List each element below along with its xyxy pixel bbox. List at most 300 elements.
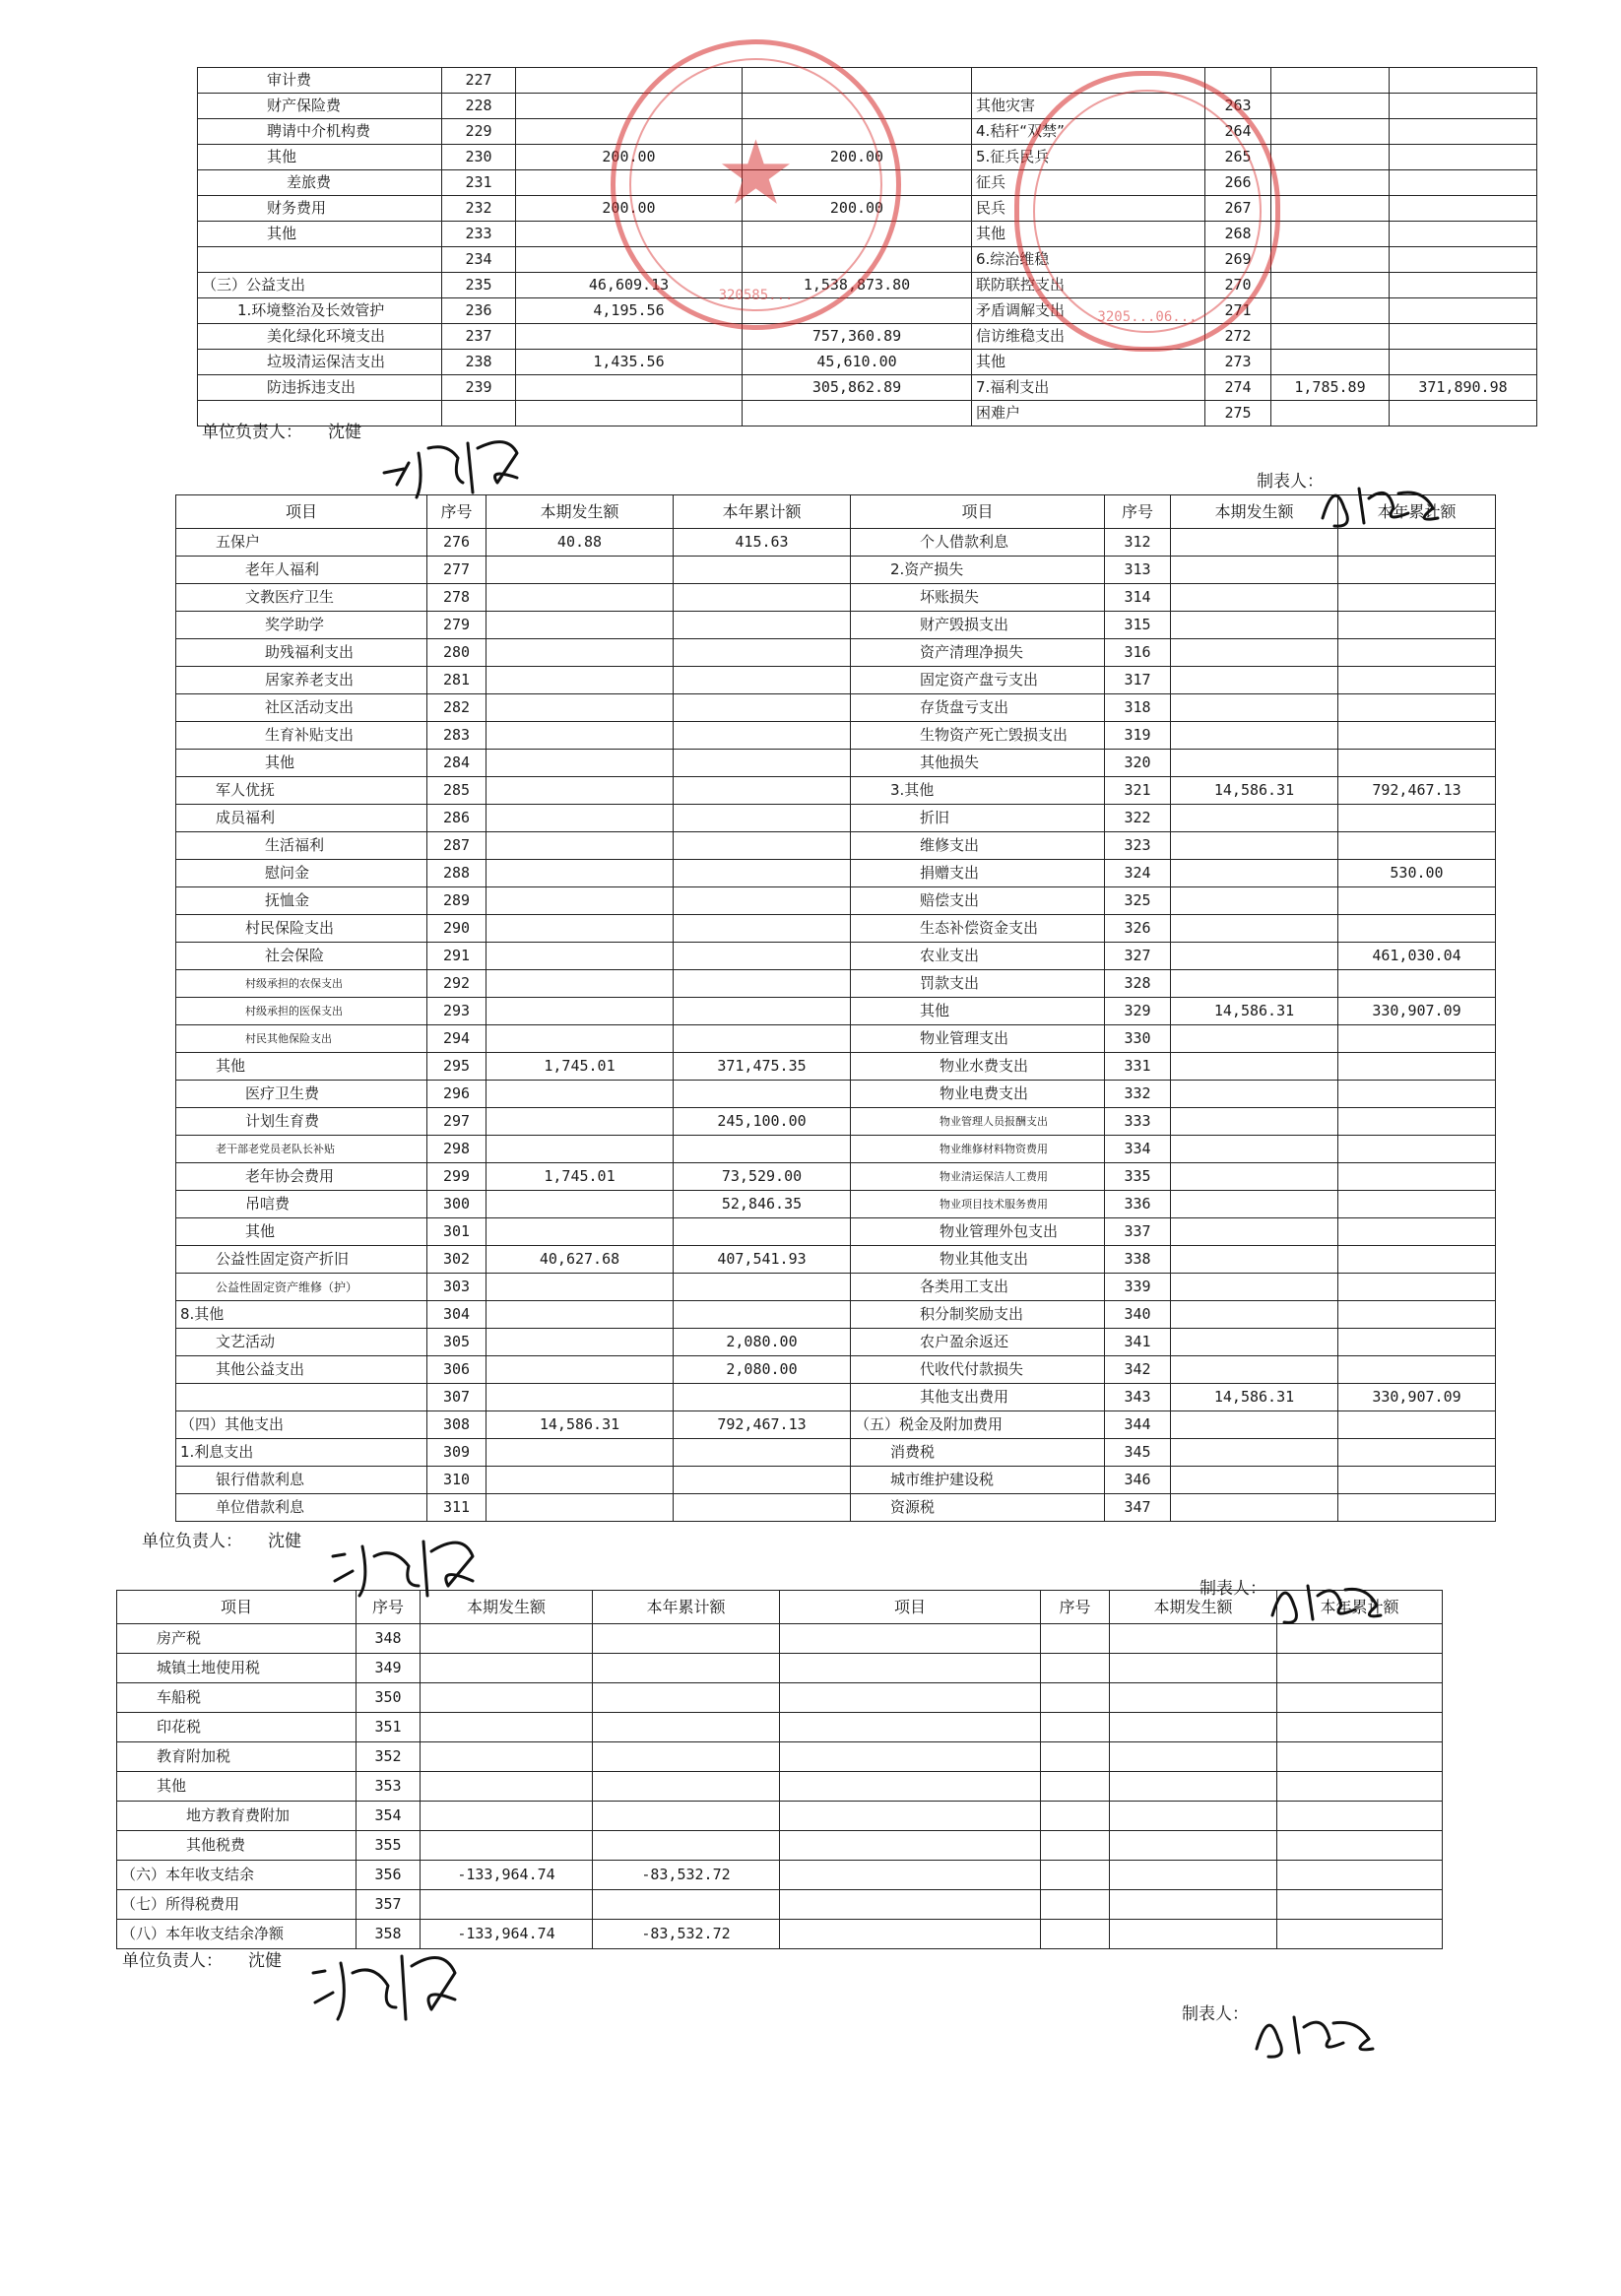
item-name: 房产税	[117, 1624, 357, 1654]
item-name: 资产清理净损失	[851, 639, 1105, 667]
item-name: 五保户	[176, 529, 427, 557]
empty-cell	[780, 1831, 1041, 1861]
maker-label: 制表人：	[1200, 1579, 1266, 1599]
current-amount	[1171, 612, 1338, 639]
accumulated-amount: 2,080.00	[674, 1356, 851, 1384]
row-number: 277	[427, 557, 486, 584]
accumulated-amount: -83,532.72	[593, 1920, 780, 1949]
item-name: 其他税费	[117, 1831, 357, 1861]
empty-cell	[1277, 1742, 1443, 1772]
empty-cell	[1041, 1890, 1110, 1920]
accumulated-amount	[1338, 1136, 1496, 1163]
item-name: 捐赠支出	[851, 860, 1105, 887]
empty-cell	[1277, 1861, 1443, 1890]
empty-cell	[780, 1683, 1041, 1713]
item-name: 医疗卫生费	[176, 1081, 427, 1108]
current-amount: -133,964.74	[421, 1920, 593, 1949]
row-number: 237	[442, 324, 516, 350]
row-number: 302	[427, 1246, 486, 1274]
accumulated-amount	[1338, 915, 1496, 943]
accumulated-amount: 330,907.09	[1338, 1384, 1496, 1411]
row-number: 276	[427, 529, 486, 557]
accumulated-amount	[674, 1136, 851, 1163]
table-row	[176, 750, 1496, 777]
unit-head-line-3	[122, 1946, 307, 1971]
item-name: （七）所得税费用	[117, 1890, 357, 1920]
item-name: 公益性固定资产折旧	[176, 1246, 427, 1274]
row-number: 282	[427, 694, 486, 722]
current-amount	[1271, 68, 1390, 94]
current-amount: 4,195.56	[516, 298, 743, 324]
signature-unit-head-3	[305, 1938, 463, 2032]
empty-cell	[1041, 1772, 1110, 1802]
row-number: 332	[1105, 1081, 1171, 1108]
current-amount	[486, 1274, 674, 1301]
accumulated-amount	[593, 1713, 780, 1742]
current-amount	[421, 1742, 593, 1772]
accumulated-amount	[674, 1301, 851, 1329]
row-number: 278	[427, 584, 486, 612]
accumulated-amount: 371,475.35	[674, 1053, 851, 1081]
current-amount	[1271, 401, 1390, 426]
item-name: 其他	[972, 350, 1205, 375]
item-name: 单位借款利息	[176, 1494, 427, 1522]
current-amount	[421, 1802, 593, 1831]
table-row	[117, 1683, 1443, 1713]
row-number: 336	[1105, 1191, 1171, 1218]
accumulated-amount	[674, 970, 851, 998]
accumulated-amount	[1338, 1411, 1496, 1439]
accumulated-amount	[1338, 694, 1496, 722]
item-name: 7.福利支出	[972, 375, 1205, 401]
item-name: 维修支出	[851, 832, 1105, 860]
current-amount	[1171, 805, 1338, 832]
item-name: 聘请中介机构费	[198, 119, 442, 145]
segment-3	[116, 1590, 1442, 1958]
signature-maker-3	[1249, 1998, 1377, 2066]
empty-cell	[1110, 1772, 1277, 1802]
current-amount: 40,627.68	[486, 1246, 674, 1274]
current-amount: -133,964.74	[421, 1861, 593, 1890]
item-name: 消费税	[851, 1439, 1105, 1467]
current-amount: 1,435.56	[516, 350, 743, 375]
current-amount	[486, 1218, 674, 1246]
accumulated-amount: -83,532.72	[593, 1861, 780, 1890]
current-amount	[486, 777, 674, 805]
item-name: 其他	[198, 222, 442, 247]
current-amount	[1171, 1136, 1338, 1163]
table-row	[176, 1467, 1496, 1494]
table-row	[117, 1890, 1443, 1920]
accumulated-amount	[1390, 145, 1537, 170]
accumulated-amount	[1390, 222, 1537, 247]
row-number: 352	[357, 1742, 421, 1772]
accumulated-amount	[1338, 584, 1496, 612]
current-amount	[1171, 1467, 1338, 1494]
unit-head-label: 单位负责人：	[202, 423, 302, 442]
empty-cell	[1110, 1654, 1277, 1683]
current-amount	[1271, 324, 1390, 350]
current-amount: 46,609.13	[516, 273, 743, 298]
item-name: 车船税	[117, 1683, 357, 1713]
accumulated-amount: 52,846.35	[674, 1191, 851, 1218]
item-name: 6.综治维稳	[972, 247, 1205, 273]
table-row	[176, 1411, 1496, 1439]
row-number: 285	[427, 777, 486, 805]
row-number: 317	[1105, 667, 1171, 694]
table-row	[176, 1163, 1496, 1191]
header-current: 本期发生额	[421, 1591, 593, 1624]
accumulated-amount	[674, 722, 851, 750]
row-number: 310	[427, 1467, 486, 1494]
empty-cell	[1041, 1624, 1110, 1654]
accumulated-amount	[1338, 1494, 1496, 1522]
row-number: 330	[1105, 1025, 1171, 1053]
accumulated-amount	[674, 1218, 851, 1246]
current-amount	[516, 375, 743, 401]
row-number: 319	[1105, 722, 1171, 750]
table-row	[176, 970, 1496, 998]
row-number: 297	[427, 1108, 486, 1136]
current-amount	[486, 998, 674, 1025]
accumulated-amount	[1338, 970, 1496, 998]
accumulated-amount	[674, 612, 851, 639]
table-row	[198, 350, 1537, 375]
accumulated-amount: 415.63	[674, 529, 851, 557]
segment-2	[175, 494, 1495, 1525]
official-seal-right	[1014, 71, 1280, 352]
row-number: 274	[1205, 375, 1271, 401]
item-name: 老年人福利	[176, 557, 427, 584]
current-amount	[1171, 943, 1338, 970]
empty-cell	[1041, 1742, 1110, 1772]
current-amount	[486, 584, 674, 612]
row-number: 334	[1105, 1136, 1171, 1163]
accumulated-amount: 792,467.13	[674, 1411, 851, 1439]
row-number: 354	[357, 1802, 421, 1831]
current-amount: 200.00	[516, 196, 743, 222]
current-amount	[486, 915, 674, 943]
official-seal-left	[611, 39, 901, 330]
item-name: 资源税	[851, 1494, 1105, 1522]
accumulated-amount	[1338, 887, 1496, 915]
row-number: 272	[1205, 324, 1271, 350]
accumulated-amount	[1390, 350, 1537, 375]
row-number: 296	[427, 1081, 486, 1108]
item-name: 其他	[972, 222, 1205, 247]
item-name: 物业项目技术服务费用	[851, 1191, 1105, 1218]
row-number: 337	[1105, 1218, 1171, 1246]
item-name: 信访维稳支出	[972, 324, 1205, 350]
row-number: 279	[427, 612, 486, 639]
row-number: 345	[1105, 1439, 1171, 1467]
accumulated-amount: 461,030.04	[1338, 943, 1496, 970]
row-number: 284	[427, 750, 486, 777]
table-row	[176, 1356, 1496, 1384]
row-number: 287	[427, 832, 486, 860]
empty-cell	[780, 1802, 1041, 1831]
current-amount	[486, 1384, 674, 1411]
row-number: 292	[427, 970, 486, 998]
accumulated-amount: 1,538,873.80	[743, 273, 972, 298]
row-number: 300	[427, 1191, 486, 1218]
header-no: 序号	[427, 495, 486, 529]
row-number: 238	[442, 350, 516, 375]
current-amount: 200.00	[516, 145, 743, 170]
item-name: 生育补贴支出	[176, 722, 427, 750]
row-number: 275	[1205, 401, 1271, 426]
accumulated-amount	[593, 1772, 780, 1802]
accumulated-amount	[674, 1467, 851, 1494]
current-amount	[1271, 94, 1390, 119]
current-amount	[1171, 915, 1338, 943]
current-amount	[486, 639, 674, 667]
current-amount	[1171, 1081, 1338, 1108]
table-row	[176, 943, 1496, 970]
accumulated-amount	[1338, 557, 1496, 584]
item-name: 4.秸秆“双禁”	[972, 119, 1205, 145]
empty-cell	[442, 401, 516, 426]
current-amount	[486, 612, 674, 639]
empty-cell	[1041, 1861, 1110, 1890]
item-name: 财务费用	[198, 196, 442, 222]
expense-table-part-2	[175, 494, 1496, 1522]
current-amount	[1171, 694, 1338, 722]
item-name: 其他	[117, 1772, 357, 1802]
accumulated-amount	[1338, 1329, 1496, 1356]
current-amount	[486, 805, 674, 832]
row-number: 233	[442, 222, 516, 247]
table-row	[117, 1802, 1443, 1831]
current-amount	[486, 1356, 674, 1384]
current-amount	[1171, 1411, 1338, 1439]
row-number: 331	[1105, 1053, 1171, 1081]
empty-cell	[780, 1742, 1041, 1772]
row-number: 308	[427, 1411, 486, 1439]
item-name: 2.资产损失	[851, 557, 1105, 584]
row-number: 315	[1105, 612, 1171, 639]
item-name: 物业电费支出	[851, 1081, 1105, 1108]
row-number: 264	[1205, 119, 1271, 145]
current-amount	[1171, 529, 1338, 557]
item-name: 物业管理人员报酬支出	[851, 1108, 1105, 1136]
current-amount	[486, 887, 674, 915]
current-amount	[421, 1713, 593, 1742]
row-number: 358	[357, 1920, 421, 1949]
current-amount	[486, 1301, 674, 1329]
current-amount: 14,586.31	[1171, 998, 1338, 1025]
item-name: 物业水费支出	[851, 1053, 1105, 1081]
accumulated-amount	[1338, 1246, 1496, 1274]
accumulated-amount	[1338, 1356, 1496, 1384]
accumulated-amount	[593, 1831, 780, 1861]
accumulated-amount: 407,541.93	[674, 1246, 851, 1274]
item-name: 其他灾害	[972, 94, 1205, 119]
empty-cell	[780, 1654, 1041, 1683]
accumulated-amount	[1338, 1081, 1496, 1108]
current-amount	[1171, 1494, 1338, 1522]
empty-cell	[743, 401, 972, 426]
current-amount	[1171, 887, 1338, 915]
header-current-right: 本期发生额	[1110, 1591, 1277, 1624]
current-amount	[1171, 1025, 1338, 1053]
empty-cell	[1277, 1713, 1443, 1742]
current-amount: 1,785.89	[1271, 375, 1390, 401]
table-row	[176, 1191, 1496, 1218]
current-amount	[1171, 557, 1338, 584]
accumulated-amount	[1338, 612, 1496, 639]
item-name: 代收代付款损失	[851, 1356, 1105, 1384]
item-name: 财产毁损支出	[851, 612, 1105, 639]
empty-cell	[780, 1772, 1041, 1802]
row-number: 318	[1105, 694, 1171, 722]
row-number: 349	[357, 1654, 421, 1683]
current-amount	[1271, 273, 1390, 298]
unit-head-label: 单位负责人：	[122, 1951, 223, 1971]
current-amount	[1171, 860, 1338, 887]
row-number: 289	[427, 887, 486, 915]
item-name: 其他	[176, 1053, 427, 1081]
empty-cell	[1041, 1713, 1110, 1742]
row-number: 265	[1205, 145, 1271, 170]
current-amount	[1271, 196, 1390, 222]
accumulated-amount	[674, 1494, 851, 1522]
row-number: 306	[427, 1356, 486, 1384]
current-amount	[486, 1081, 674, 1108]
header-item: 项目	[117, 1591, 357, 1624]
empty-cell	[1110, 1831, 1277, 1861]
table-row	[176, 1274, 1496, 1301]
accumulated-amount: 530.00	[1338, 860, 1496, 887]
table-row	[176, 1025, 1496, 1053]
item-name: 折旧	[851, 805, 1105, 832]
accumulated-amount	[593, 1742, 780, 1772]
row-number: 321	[1105, 777, 1171, 805]
table-row	[176, 860, 1496, 887]
expense-table-part-3	[116, 1590, 1443, 1949]
item-name: 生活福利	[176, 832, 427, 860]
item-name: 计划生育费	[176, 1108, 427, 1136]
item-name: 美化绿化环境支出	[198, 324, 442, 350]
table-row	[117, 1624, 1443, 1654]
unit-head-line-2	[142, 1527, 327, 1551]
empty-cell	[1041, 1920, 1110, 1949]
item-name: 村级承担的医保支出	[176, 998, 427, 1025]
row-number: 298	[427, 1136, 486, 1163]
accumulated-amount	[674, 694, 851, 722]
item-name: 8.其他	[176, 1301, 427, 1329]
item-name: 审计费	[198, 68, 442, 94]
accumulated-amount	[1390, 68, 1537, 94]
row-number: 344	[1105, 1411, 1171, 1439]
seal-code: 3205...06...	[1097, 309, 1198, 325]
row-number: 239	[442, 375, 516, 401]
current-amount	[421, 1683, 593, 1713]
header-current: 本期发生额	[486, 495, 674, 529]
row-number: 304	[427, 1301, 486, 1329]
accumulated-amount	[593, 1683, 780, 1713]
empty-cell	[1041, 1654, 1110, 1683]
item-name	[198, 247, 442, 273]
accumulated-amount: 2,080.00	[674, 1329, 851, 1356]
row-number: 329	[1105, 998, 1171, 1025]
item-name: （三）公益支出	[198, 273, 442, 298]
current-amount	[421, 1772, 593, 1802]
item-name: 坏账损失	[851, 584, 1105, 612]
row-number: 281	[427, 667, 486, 694]
accumulated-amount	[1338, 805, 1496, 832]
row-number: 356	[357, 1861, 421, 1890]
item-name: 存货盘亏支出	[851, 694, 1105, 722]
current-amount	[486, 667, 674, 694]
item-name: 奖学助学	[176, 612, 427, 639]
empty-cell	[1110, 1683, 1277, 1713]
table-row	[198, 324, 1537, 350]
row-number: 299	[427, 1163, 486, 1191]
item-name: 物业管理外包支出	[851, 1218, 1105, 1246]
item-name: 其他支出费用	[851, 1384, 1105, 1411]
accumulated-amount	[593, 1890, 780, 1920]
row-number: 350	[357, 1683, 421, 1713]
current-amount	[1271, 170, 1390, 196]
item-name: 吊唁费	[176, 1191, 427, 1218]
accumulated-amount: 330,907.09	[1338, 998, 1496, 1025]
row-number: 232	[442, 196, 516, 222]
row-number: 271	[1205, 298, 1271, 324]
accumulated-amount: 45,610.00	[743, 350, 972, 375]
current-amount	[1171, 1301, 1338, 1329]
row-number: 309	[427, 1439, 486, 1467]
accumulated-amount: 200.00	[743, 196, 972, 222]
current-amount	[486, 943, 674, 970]
accumulated-amount	[674, 860, 851, 887]
current-amount	[486, 1025, 674, 1053]
empty-cell	[1041, 1802, 1110, 1831]
accumulated-amount	[674, 1274, 851, 1301]
item-name: 社区活动支出	[176, 694, 427, 722]
item-name: （八）本年收支结余净额	[117, 1920, 357, 1949]
item-name: 联防联控支出	[972, 273, 1205, 298]
table-row	[176, 1053, 1496, 1081]
row-number: 305	[427, 1329, 486, 1356]
current-amount	[486, 722, 674, 750]
row-number: 311	[427, 1494, 486, 1522]
accumulated-amount	[1390, 324, 1537, 350]
row-number: 273	[1205, 350, 1271, 375]
table-row	[176, 805, 1496, 832]
table-row	[176, 1246, 1496, 1274]
item-name: 其他	[851, 998, 1105, 1025]
accumulated-amount	[1390, 119, 1537, 145]
current-amount	[1271, 298, 1390, 324]
empty-cell	[780, 1861, 1041, 1890]
accumulated-amount	[1338, 1439, 1496, 1467]
item-name: 其他公益支出	[176, 1356, 427, 1384]
item-name: 农户盈余返还	[851, 1329, 1105, 1356]
row-number: 320	[1105, 750, 1171, 777]
row-number: 270	[1205, 273, 1271, 298]
current-amount	[1171, 667, 1338, 694]
item-name: 印花税	[117, 1713, 357, 1742]
table-row	[176, 1108, 1496, 1136]
accumulated-amount	[674, 1025, 851, 1053]
unit-head-line-1	[202, 418, 387, 442]
item-name: 社会保险	[176, 943, 427, 970]
accumulated-amount	[593, 1654, 780, 1683]
current-amount	[486, 860, 674, 887]
empty-cell	[1277, 1654, 1443, 1683]
item-name	[176, 1384, 427, 1411]
